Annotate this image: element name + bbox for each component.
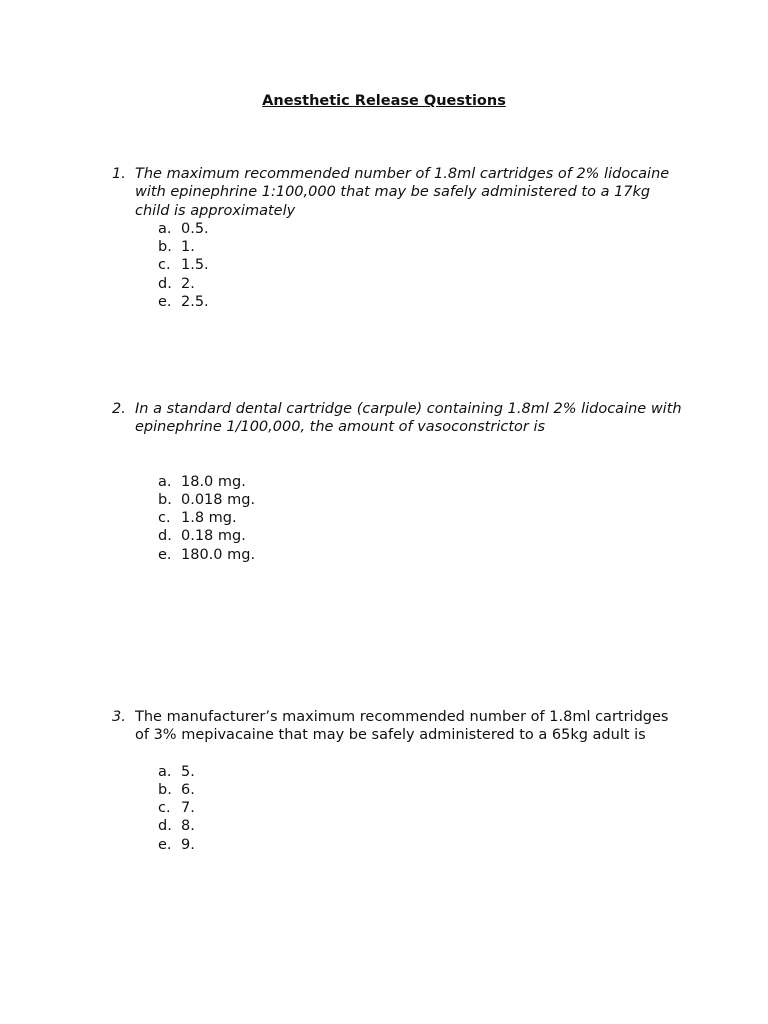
option-letter: c. [158,257,171,274]
answer-option [158,220,682,238]
option-text: 1.8 mg. [181,510,237,527]
option-text: 0.018 mg. [181,491,256,508]
option-text: 0.5. [181,220,209,237]
option-text: 1. [181,239,195,256]
answer-options [158,220,682,311]
question-text: The manufacturer’s maximum recommended number of 1.8ml cartridges of 3% mepivacaine that may be safely administered to a 65kg adult is [135,709,669,744]
answer-option [158,238,682,256]
answer-options [158,473,682,564]
option-letter: a. [158,763,172,780]
option-letter: e. [158,836,172,853]
answer-option [158,509,682,527]
option-text: 180.0 mg. [181,546,256,563]
option-letter: b. [158,239,172,256]
option-letter: a. [158,473,172,490]
question-text: In a standard dental cartridge (carpule) containing 1.8ml 2% lidocaine with epinephrine 1/100,000, the amount of vasoconstrictor is [135,401,682,436]
answer-options [158,763,682,854]
answer-option [158,275,682,293]
answer-option [158,781,682,799]
option-letter: d. [158,818,172,835]
answer-option [158,293,682,311]
question-number: 3. [112,709,126,725]
option-letter: e. [158,546,172,563]
option-letter: e. [158,294,172,311]
question-1 [112,165,682,311]
answer-option [158,763,682,781]
option-text: 6. [181,781,195,798]
question-3 [112,708,682,854]
question-number: 1. [112,166,126,182]
answer-option [158,817,682,835]
answer-option [158,491,682,509]
option-text: 2.5. [181,294,209,311]
option-text: 9. [181,836,195,853]
option-letter: d. [158,528,172,545]
answer-option [158,256,682,274]
answer-option [158,473,682,491]
answer-option [158,546,682,564]
option-letter: b. [158,491,172,508]
option-text: 1.5. [181,257,209,274]
option-letter: d. [158,275,172,292]
question-text: The maximum recommended number of 1.8ml cartridges of 2% lidocaine with epinephrine 1:100,000 that may be safely administered to a 17kg child is approximately [135,166,670,219]
question-stem [112,165,682,220]
option-letter: a. [158,220,172,237]
option-letter: c. [158,510,171,527]
answer-option [158,799,682,817]
option-letter: c. [158,800,171,817]
page-title: Anesthetic Release Questions [262,93,506,109]
option-text: 5. [181,763,195,780]
option-text: 7. [181,800,195,817]
answer-option [158,836,682,854]
option-text: 18.0 mg. [181,473,246,490]
question-number: 2. [112,401,126,417]
option-text: 8. [181,818,195,835]
question-stem [112,400,682,437]
question-2 [112,400,682,564]
option-letter: b. [158,781,172,798]
question-stem [112,708,682,745]
option-text: 0.18 mg. [181,528,246,545]
answer-option [158,527,682,545]
option-text: 2. [181,275,195,292]
